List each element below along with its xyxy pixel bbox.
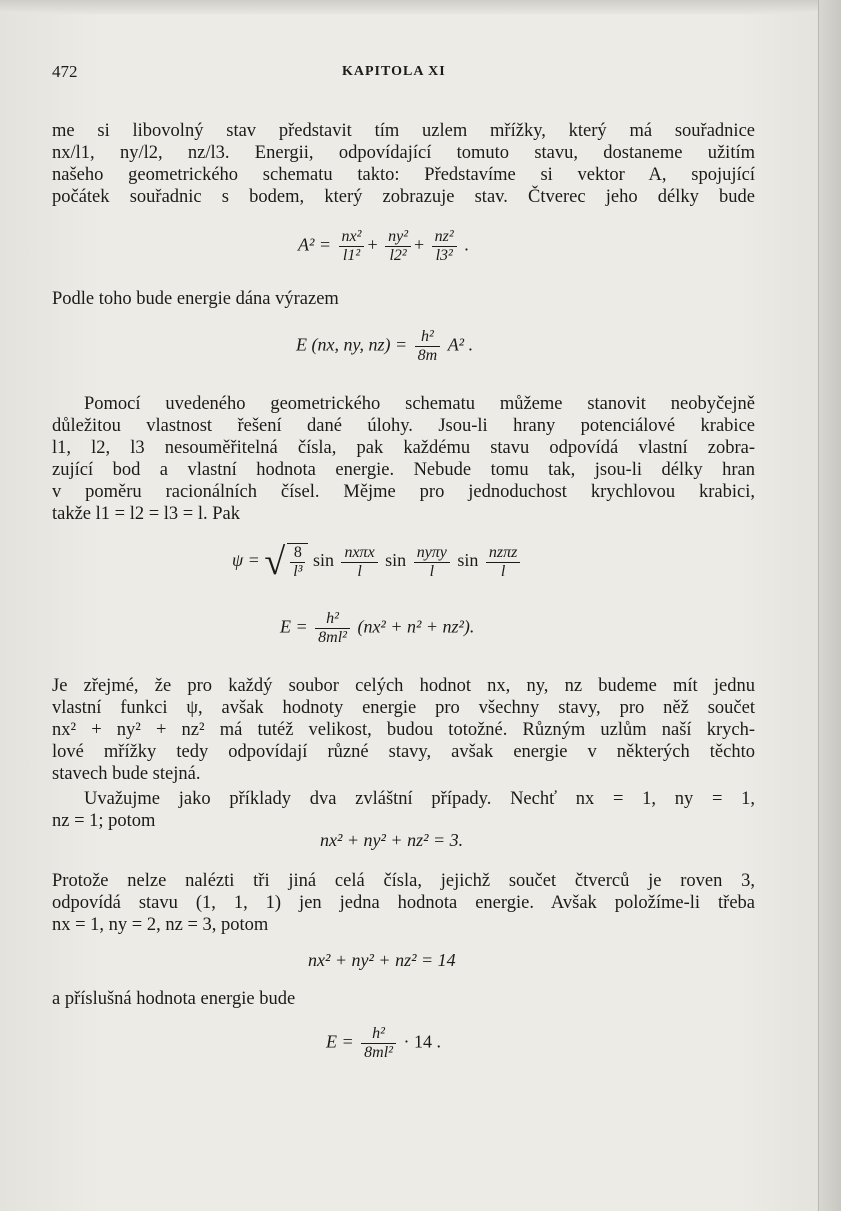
- text-line: nx = 1, ny = 2, nz = 3, potom: [52, 915, 269, 935]
- fraction-denominator: l: [429, 562, 435, 580]
- paragraph-1: [52, 120, 755, 208]
- equation-energy: [296, 328, 473, 365]
- eq-lhs: E =: [326, 1031, 354, 1052]
- sqrt-sign: √: [264, 541, 286, 583]
- fraction-denominator: l3²: [435, 247, 453, 264]
- fraction-denominator: l: [500, 562, 506, 580]
- fraction-numerator: nzπz: [486, 544, 520, 563]
- text-line: l1, l2, l3 nesouměřitelná čísla, pak každému stavu odpovídá vlastní zobra-: [52, 438, 755, 458]
- text-line: stavech bude stejná.: [52, 764, 201, 784]
- eq-lhs: ψ =: [232, 550, 260, 571]
- fraction-numerator: h²: [315, 610, 350, 629]
- eq-lhs: E (nx, ny, nz) =: [296, 334, 408, 355]
- sqrt-body: [287, 543, 308, 581]
- equation-wavefunction: [232, 540, 523, 584]
- paragraph-5: [52, 788, 755, 832]
- fraction-denominator: 8ml²: [364, 1044, 393, 1061]
- fraction-numerator: nyπy: [414, 544, 450, 563]
- running-head: KAPITOLA XI: [342, 64, 446, 79]
- fraction-denominator: l1²: [342, 247, 361, 264]
- fraction-denominator: 8ml²: [318, 629, 347, 646]
- fraction-denominator: l³: [293, 563, 303, 580]
- equation-a-squared: A² = $\frac{\text{nx²}}{\text{l1²}}$ + $\frac{\text{ny²}}{\text{l2²}}$ + $\frac{\text{nz²}}{\text{l3²}}$ .: [298, 228, 469, 264]
- paragraph-7: [52, 988, 755, 1010]
- fraction: [415, 328, 441, 365]
- text-line: počátek souřadnic s bodem, který zobrazuje stav. Čtverec jeho délky bude: [52, 187, 755, 207]
- text-line: nx² + ny² + nz² má tutéž velikost, budou totožné. Různým uzlům naší krych-: [52, 720, 755, 740]
- fraction: [339, 228, 365, 265]
- text-line: nx/l1, ny/l2, nz/l3. Energii, odpovídající tomuto stavu, dostaneme užitím: [52, 143, 755, 163]
- fraction-denominator: l2²: [389, 247, 407, 264]
- paragraph-4: [52, 675, 755, 785]
- fraction-numerator: nz²: [432, 228, 457, 247]
- text-line: našeho geometrického schematu takto: Představíme si vektor A, spojující: [52, 165, 755, 185]
- fraction-denominator: l: [357, 562, 362, 580]
- fraction-numerator: h²: [361, 1025, 396, 1044]
- fraction-numerator: nx²: [339, 228, 365, 247]
- equation-sum-3: nx² + ny² + nz² = 3.: [320, 830, 464, 850]
- text-line: lové mřížky tedy odpovídají různé stavy, avšak energie v některých těchto: [52, 742, 755, 762]
- text-line: v poměru racionálních čísel. Mějme pro jednoduchost krychlovou krabici,: [52, 482, 755, 502]
- fraction: [385, 228, 411, 265]
- text-line: nz = 1; potom: [52, 811, 156, 831]
- eq-tail: A² .: [447, 334, 474, 355]
- text-line: a příslušná hodnota energie bude: [52, 989, 296, 1009]
- fraction-denominator: 8m: [417, 347, 438, 364]
- equation-energy-14: [326, 1025, 441, 1062]
- fraction: [432, 228, 457, 265]
- eq-tail: (nx² + n² + nz²).: [357, 616, 475, 637]
- page-number: 472: [52, 62, 78, 81]
- page-top-edge: [0, 0, 841, 14]
- text-line: Protože nelze nalézti tři jiná celá čísla, jejichž součet čtverců je roven 3,: [52, 871, 755, 891]
- equation-sum-14: nx² + ny² + nz² = 14: [308, 950, 456, 970]
- text-line: takže l1 = l2 = l3 = l. Pak: [52, 504, 241, 524]
- eq-lhs: E =: [280, 616, 308, 637]
- text-line: odpovídá stavu (1, 1, 1) jen jedna hodnota energie. Avšak položíme-li třeba: [52, 893, 755, 913]
- paragraph-3: [52, 393, 755, 525]
- sin-label: sin: [312, 550, 334, 571]
- fraction: [290, 544, 305, 581]
- text-line: důležitou vlastnost řešení dané úlohy. Jsou-li hrany potenciálové krabice: [52, 416, 755, 436]
- text-line: me si libovolný stav představit tím uzlem mřížky, který má souřadnice: [52, 121, 755, 141]
- text-line: Podle toho bude energie dána výrazem: [52, 289, 339, 309]
- fraction: [315, 610, 350, 647]
- page-header: [52, 62, 752, 88]
- fraction: [341, 544, 377, 581]
- eq-lhs: A² =: [298, 234, 332, 255]
- text-line: Pomocí uvedeného geometrického schematu můžeme stanovit neobyčejně: [84, 394, 755, 414]
- fraction-numerator: h²: [415, 328, 441, 347]
- sin-label: sin: [457, 550, 479, 571]
- page-right-edge: [818, 0, 841, 1211]
- fraction: [414, 544, 450, 581]
- fraction: [486, 544, 520, 581]
- fraction-numerator: ny²: [385, 228, 411, 247]
- fraction-numerator: 8: [290, 544, 305, 563]
- equation-energy-cube: [280, 610, 474, 647]
- eq-tail: .: [464, 234, 469, 255]
- text-line: vlastní funkci ψ, avšak hodnoty energie pro všechny stavy, pro něž součet: [52, 698, 755, 718]
- fraction-numerator: nxπx: [341, 544, 377, 563]
- sin-label: sin: [385, 550, 407, 571]
- text-line: zující bod a vlastní hodnota energie. Nebude tomu tak, jsou-li délky hran: [52, 460, 755, 480]
- eq-tail: · 14 .: [403, 1031, 441, 1052]
- text-line: Uvažujme jako příklady dva zvláštní případy. Nechť nx = 1, ny = 1,: [84, 789, 755, 809]
- fraction: [361, 1025, 396, 1062]
- paragraph-6: [52, 870, 755, 936]
- paragraph-2: [52, 288, 755, 310]
- text-line: Je zřejmé, že pro každý soubor celých hodnot nx, ny, nz budeme mít jednu: [52, 676, 755, 696]
